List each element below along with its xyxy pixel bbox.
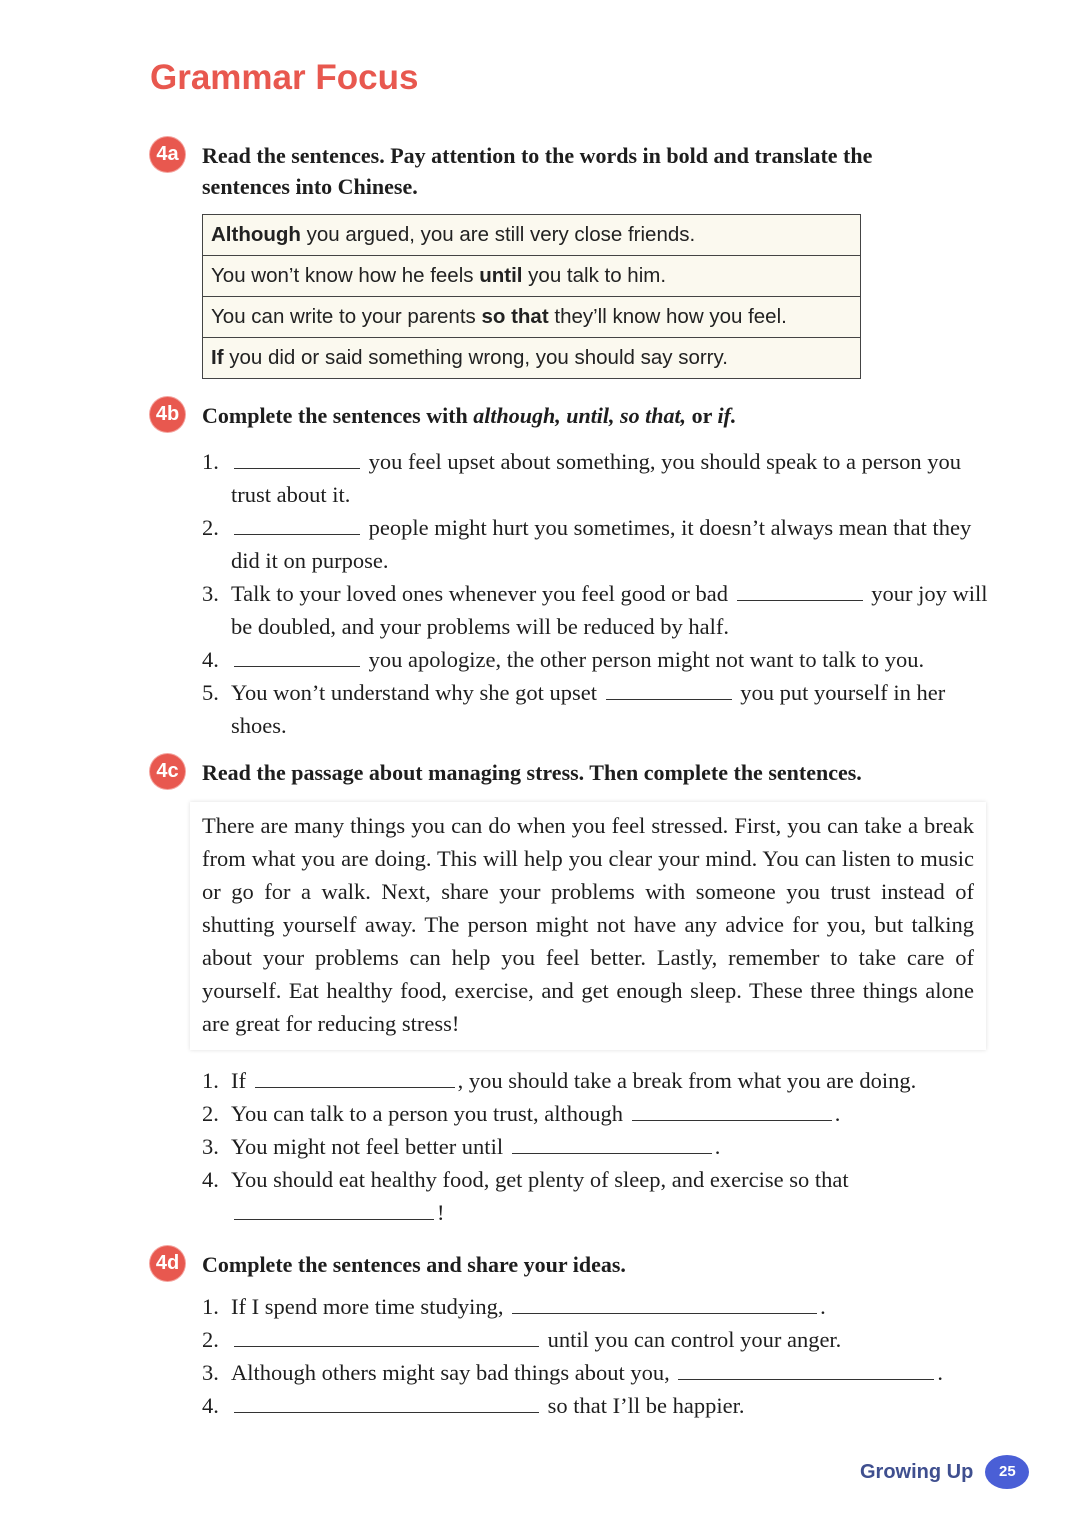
exercise-items [202, 1064, 982, 1229]
table-row [203, 338, 861, 379]
section-4b [150, 400, 990, 742]
instruction-text: or [686, 403, 718, 428]
answer-blank[interactable] [234, 1325, 539, 1347]
sentence-text: you argued, you are still very close friends. [300, 223, 696, 246]
list-item [202, 1064, 982, 1097]
item-number: 3. [202, 1360, 219, 1385]
sentence-text: you talk to him. [522, 264, 667, 287]
sentence-text: You can write to your parents [211, 305, 482, 328]
reading-passage: There are many things you can do when you feel stressed. First, you can take a break from what you are doing. This will help you clear your mind. You can listen to music or go for a walk. Next, share your problems with someone you trust instead of shutting yourself away. The person might not have any advice for you, but talking about your problems can help you feel better. Lastly, remember to take care of yourself. Eat healthy food, exercise, and get enough sleep. These three things alone are great for reducing stress! [190, 802, 986, 1050]
sentence-text: you did or said something wrong, you should say sorry. [223, 346, 728, 369]
section-4c [150, 757, 990, 1229]
item-number: 3. [202, 1134, 219, 1159]
page-footer [860, 1455, 1029, 1489]
list-item [202, 1163, 982, 1229]
item-number: 2. [202, 1101, 219, 1126]
item-number: 4. [202, 1167, 219, 1192]
list-item [202, 1290, 990, 1323]
list-item [202, 445, 990, 511]
item-text: Talk to your loved ones whenever you feel good or bad [231, 581, 734, 606]
item-text: you feel upset about something, you should speak to a person you trust about it. [231, 449, 962, 507]
list-item [202, 643, 990, 676]
item-number: 4. [202, 1393, 219, 1418]
answer-blank[interactable] [234, 1198, 434, 1220]
bold-word: If [211, 346, 224, 369]
item-text: you apologize, the other person might not want to talk to you. [363, 647, 925, 672]
page-number: 25 [985, 1455, 1029, 1489]
item-text: . [714, 1134, 721, 1159]
answer-blank[interactable] [255, 1066, 455, 1088]
sentence-text: they’ll know how you feel. [548, 305, 787, 328]
item-number: 2. [202, 1327, 219, 1352]
item-text: until you can control your anger. [542, 1327, 842, 1352]
section-4a [150, 140, 990, 379]
item-number: 1. [202, 449, 219, 474]
answer-blank[interactable] [512, 1132, 712, 1154]
list-item [202, 1356, 990, 1389]
instruction-words: if. [717, 403, 737, 428]
list-item [202, 1389, 990, 1422]
list-item [202, 511, 990, 577]
item-text: , you should take a break from what you are doing. [457, 1068, 917, 1093]
item-text: You should eat healthy food, get plenty of sleep, and exercise so that [231, 1167, 849, 1192]
answer-blank[interactable] [234, 447, 360, 469]
item-text: . [834, 1101, 841, 1126]
item-number: 4. [202, 647, 219, 672]
item-text: You won’t understand why she got upset [231, 680, 603, 705]
item-text: Although others might say bad things about you, [231, 1360, 676, 1385]
item-text: You can talk to a person you trust, although [231, 1101, 629, 1126]
sentence-text: You won’t know how he feels [211, 264, 480, 287]
answer-blank[interactable] [632, 1099, 832, 1121]
exercise-items [202, 445, 990, 742]
exercise-badge: 4b [150, 397, 185, 432]
item-number: 1. [202, 1068, 219, 1093]
item-text: people might hurt you sometimes, it doesn’t always mean that they did it on purpose. [231, 515, 972, 573]
item-text: . [820, 1294, 826, 1319]
bold-word: so that [481, 305, 549, 328]
answer-blank[interactable] [512, 1292, 817, 1314]
item-number: 5. [202, 680, 219, 705]
item-text: If I spend more time studying, [231, 1294, 510, 1319]
answer-blank[interactable] [678, 1358, 934, 1380]
item-text: If [231, 1068, 252, 1093]
list-item [202, 1130, 982, 1163]
unit-title: Growing Up [860, 1460, 974, 1483]
answer-blank[interactable] [234, 1391, 539, 1413]
answer-blank[interactable] [737, 579, 863, 601]
instruction-text: Complete the sentences with [202, 403, 474, 428]
answer-blank[interactable] [606, 678, 732, 700]
table-row [203, 297, 861, 338]
exercise-badge: 4d [150, 1246, 185, 1281]
bold-word: until [479, 264, 523, 287]
sentence-cell [203, 215, 861, 256]
item-text: so that I’ll be happier. [542, 1393, 745, 1418]
sentence-cell [203, 256, 861, 297]
item-text: your joy will be doubled, and your problems will be reduced by half. [231, 581, 988, 639]
item-number: 3. [202, 581, 219, 606]
sentence-table [202, 214, 861, 379]
table-row [203, 215, 861, 256]
bold-word: Although [211, 223, 301, 246]
list-item [202, 1323, 990, 1356]
list-item [202, 676, 990, 742]
exercise-items [202, 1290, 990, 1422]
exercise-badge: 4c [150, 754, 185, 789]
item-text: you put yourself in her shoes. [231, 680, 946, 738]
sentence-cell [203, 338, 861, 379]
answer-blank[interactable] [234, 513, 360, 535]
table-row [203, 256, 861, 297]
list-item [202, 577, 990, 643]
instruction [202, 400, 990, 431]
instruction: Complete the sentences and share your ideas. [202, 1252, 626, 1277]
item-number: 1. [202, 1294, 219, 1319]
list-item [202, 1097, 982, 1130]
instruction: Read the passage about managing stress. Then complete the sentences. [202, 760, 862, 785]
sentence-cell [203, 297, 861, 338]
item-number: 2. [202, 515, 219, 540]
instruction-words: although, until, so that, [473, 403, 687, 428]
section-4d [150, 1249, 990, 1422]
instruction: Read the sentences. Pay attention to the words in bold and translate the sentences into Chinese. [202, 143, 873, 199]
page-title: Grammar Focus [150, 58, 419, 97]
answer-blank[interactable] [234, 645, 360, 667]
item-text: You might not feel better until [231, 1134, 509, 1159]
item-text: ! [437, 1200, 445, 1225]
exercise-badge: 4a [150, 137, 185, 172]
item-text: . [937, 1360, 943, 1385]
